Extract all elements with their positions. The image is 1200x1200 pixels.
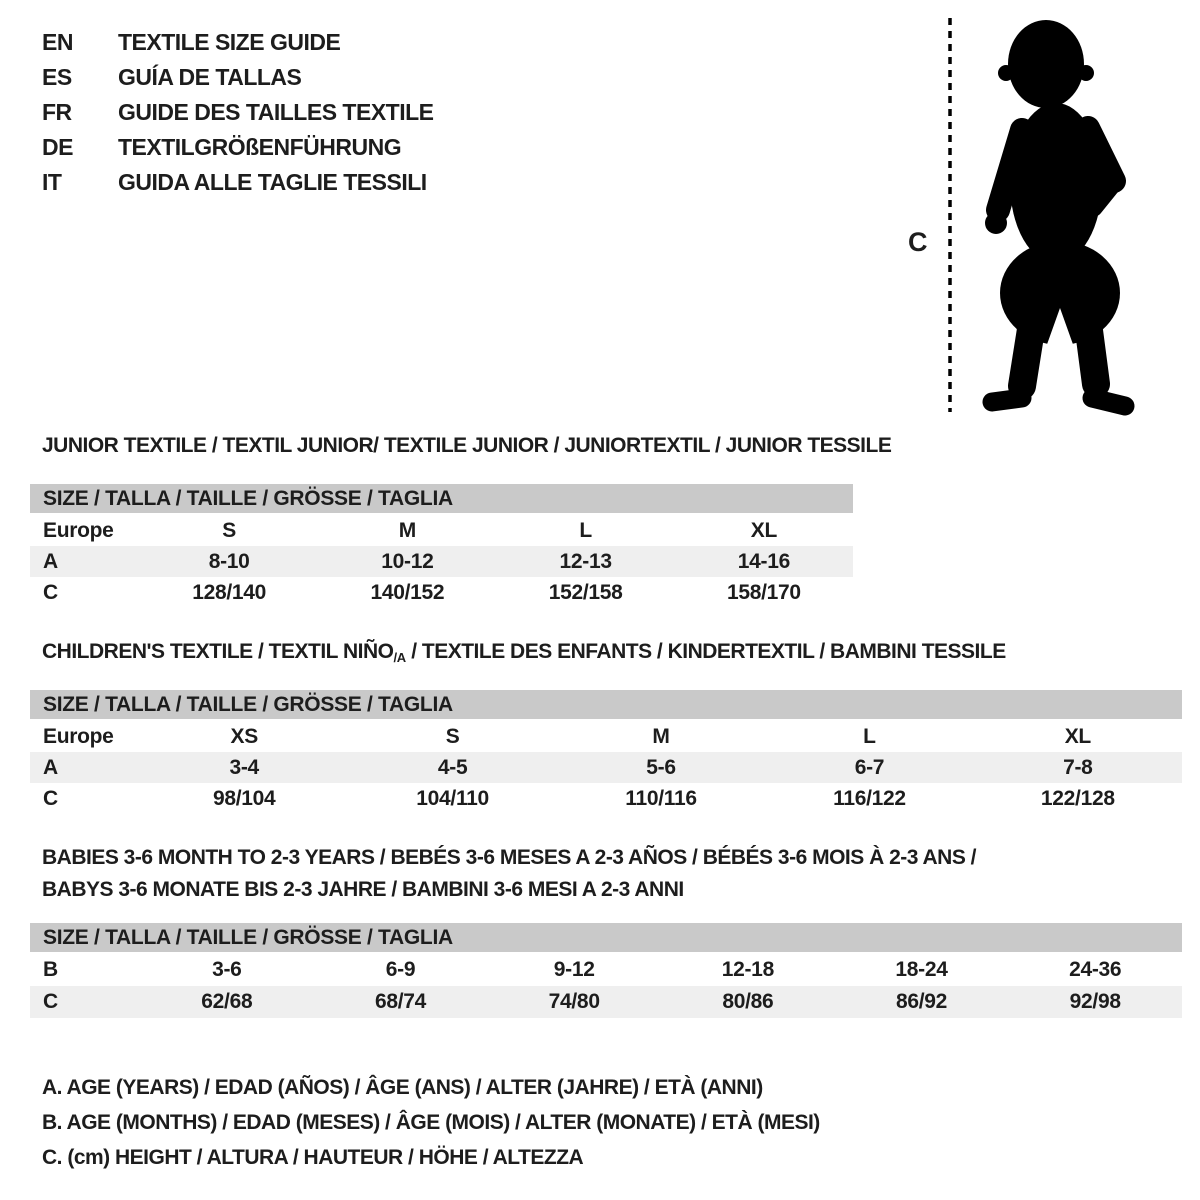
table-cell: 86/92: [895, 990, 948, 1013]
table-cell: M: [652, 724, 670, 748]
table-cell: 18-24: [895, 958, 948, 981]
table-cell: 4-5: [437, 755, 468, 779]
table-cell: S: [222, 518, 236, 542]
table-cell: 74/80: [548, 990, 600, 1013]
table-cell: 104/110: [416, 786, 489, 810]
language-code: FR: [42, 99, 72, 125]
language-label: GUÍA DE TALLAS: [118, 64, 302, 90]
row-label: B: [43, 958, 58, 981]
table-cell: 3-4: [229, 755, 259, 779]
babies-table-size-header: SIZE / TALLA / TAILLE / GRÖSSE / TAGLIA: [30, 923, 1182, 952]
row-label: C: [43, 580, 58, 604]
table-cell: 122/128: [1040, 786, 1115, 810]
language-label: GUIDE DES TAILLES TEXTILE: [118, 99, 434, 125]
language-row-de: [42, 130, 434, 165]
table-cell: 10-12: [381, 549, 434, 573]
junior-table-body: [30, 515, 853, 608]
table-row: [30, 783, 1182, 814]
table-cell: 12-18: [721, 958, 774, 981]
row-label: A: [43, 549, 58, 573]
babies-table-body: [30, 954, 1182, 1018]
table-cell: 3-6: [212, 958, 242, 981]
junior-size-table: [30, 484, 853, 608]
table-cell: 6-7: [854, 755, 885, 779]
table-row: [30, 515, 853, 546]
table-cell: 128/140: [192, 580, 267, 604]
junior-section-title: [42, 434, 891, 458]
row-label: C: [43, 786, 58, 810]
babies-title-line2: BABYS 3-6 MONATE BIS 2-3 JAHRE / BAMBINI 3-6 MESI A 2-3 ANNI: [42, 878, 684, 901]
table-row: [30, 954, 1182, 986]
children-section-title-text: / TEXTILE DES ENFANTS / KINDERTEXTIL / BAMBINI TESSILE: [405, 640, 1006, 663]
children-table-size-header: SIZE / TALLA / TAILLE / GRÖSSE / TAGLIA: [30, 690, 1182, 719]
legend-line-b: B. AGE (MONTHS) / EDAD (MESES) / ÂGE (MOIS) / ALTER (MONATE) / ETÀ (MESI): [42, 1111, 820, 1134]
children-title-subscript: /A: [393, 650, 406, 665]
legend-line-a: A. AGE (YEARS) / EDAD (AÑOS) / ÂGE (ANS) / ALTER (JAHRE) / ETÀ (ANNI): [42, 1076, 763, 1099]
babies-title-line1: BABIES 3-6 MONTH TO 2-3 YEARS / BEBÉS 3-6 MESES A 2-3 AÑOS / BÉBÉS 3-6 MOIS À 2-3 ANS /: [42, 846, 977, 869]
row-label: C: [43, 990, 58, 1013]
children-size-table: [30, 690, 1182, 814]
legend: [42, 1070, 820, 1175]
table-cell: 6-9: [385, 958, 416, 981]
table-cell: 62/68: [201, 990, 253, 1013]
table-cell: L: [863, 724, 876, 748]
table-row: [30, 721, 1182, 752]
table-cell: 7-8: [1063, 755, 1093, 779]
language-code: ES: [42, 64, 72, 90]
language-row-fr: [42, 95, 434, 130]
row-label: Europe: [43, 518, 114, 542]
language-label: GUIDA ALLE TAGLIE TESSILI: [118, 169, 427, 195]
table-row: [30, 577, 853, 608]
toddler-figure: [890, 8, 1160, 420]
language-code: IT: [42, 169, 62, 195]
toddler-silhouette-icon: [985, 20, 1125, 406]
table-cell: L: [579, 518, 592, 542]
children-section-title: [42, 640, 1006, 664]
table-cell: XL: [750, 518, 777, 542]
table-cell: 152/158: [548, 580, 623, 604]
language-code: EN: [42, 29, 73, 55]
height-label: C: [908, 227, 928, 257]
table-cell: 68/74: [374, 990, 427, 1013]
language-row-en: [42, 25, 434, 60]
row-label: A: [43, 755, 58, 779]
table-cell: M: [398, 518, 416, 542]
table-cell: 98/104: [212, 786, 276, 810]
table-cell: 110/116: [625, 786, 697, 810]
legend-line-c: C. (cm) HEIGHT / ALTURA / HAUTEUR / HÖHE / ALTEZZA: [42, 1146, 584, 1169]
table-cell: S: [445, 724, 460, 748]
table-cell: 158/170: [726, 580, 801, 604]
children-table-body: [30, 721, 1182, 814]
language-row-it: [42, 165, 434, 200]
children-section-title-text: CHILDREN'S TEXTILE / TEXTIL NIÑO: [42, 640, 394, 663]
table-cell: XS: [230, 724, 258, 748]
language-label: TEXTILE SIZE GUIDE: [118, 29, 341, 55]
language-code: DE: [42, 134, 73, 160]
table-row: [30, 752, 1182, 783]
table-cell: 80/86: [722, 990, 774, 1013]
table-cell: 9-12: [553, 958, 595, 981]
table-cell: 14-16: [737, 549, 790, 573]
table-cell: 140/152: [370, 580, 445, 604]
table-cell: 12-13: [559, 549, 612, 573]
junior-table-size-header: SIZE / TALLA / TAILLE / GRÖSSE / TAGLIA: [30, 484, 853, 513]
table-cell: 8-10: [208, 549, 250, 573]
table-cell: XL: [1064, 724, 1091, 748]
table-cell: 116/122: [833, 786, 906, 810]
table-cell: 92/98: [1069, 990, 1121, 1013]
babies-size-table: [30, 923, 1182, 1018]
language-label: TEXTILGRÖßENFÜHRUNG: [118, 134, 402, 160]
language-list: [42, 25, 434, 200]
table-row: [30, 546, 853, 577]
table-row: [30, 986, 1182, 1018]
table-cell: 24-36: [1069, 958, 1122, 981]
table-cell: 5-6: [646, 755, 676, 779]
babies-section-title: [42, 842, 976, 906]
row-label: Europe: [43, 724, 114, 748]
language-row-es: [42, 60, 434, 95]
junior-section-title-text: JUNIOR TEXTILE / TEXTIL JUNIOR/ TEXTILE JUNIOR / JUNIORTEXTIL / JUNIOR TESSILE: [42, 434, 892, 457]
